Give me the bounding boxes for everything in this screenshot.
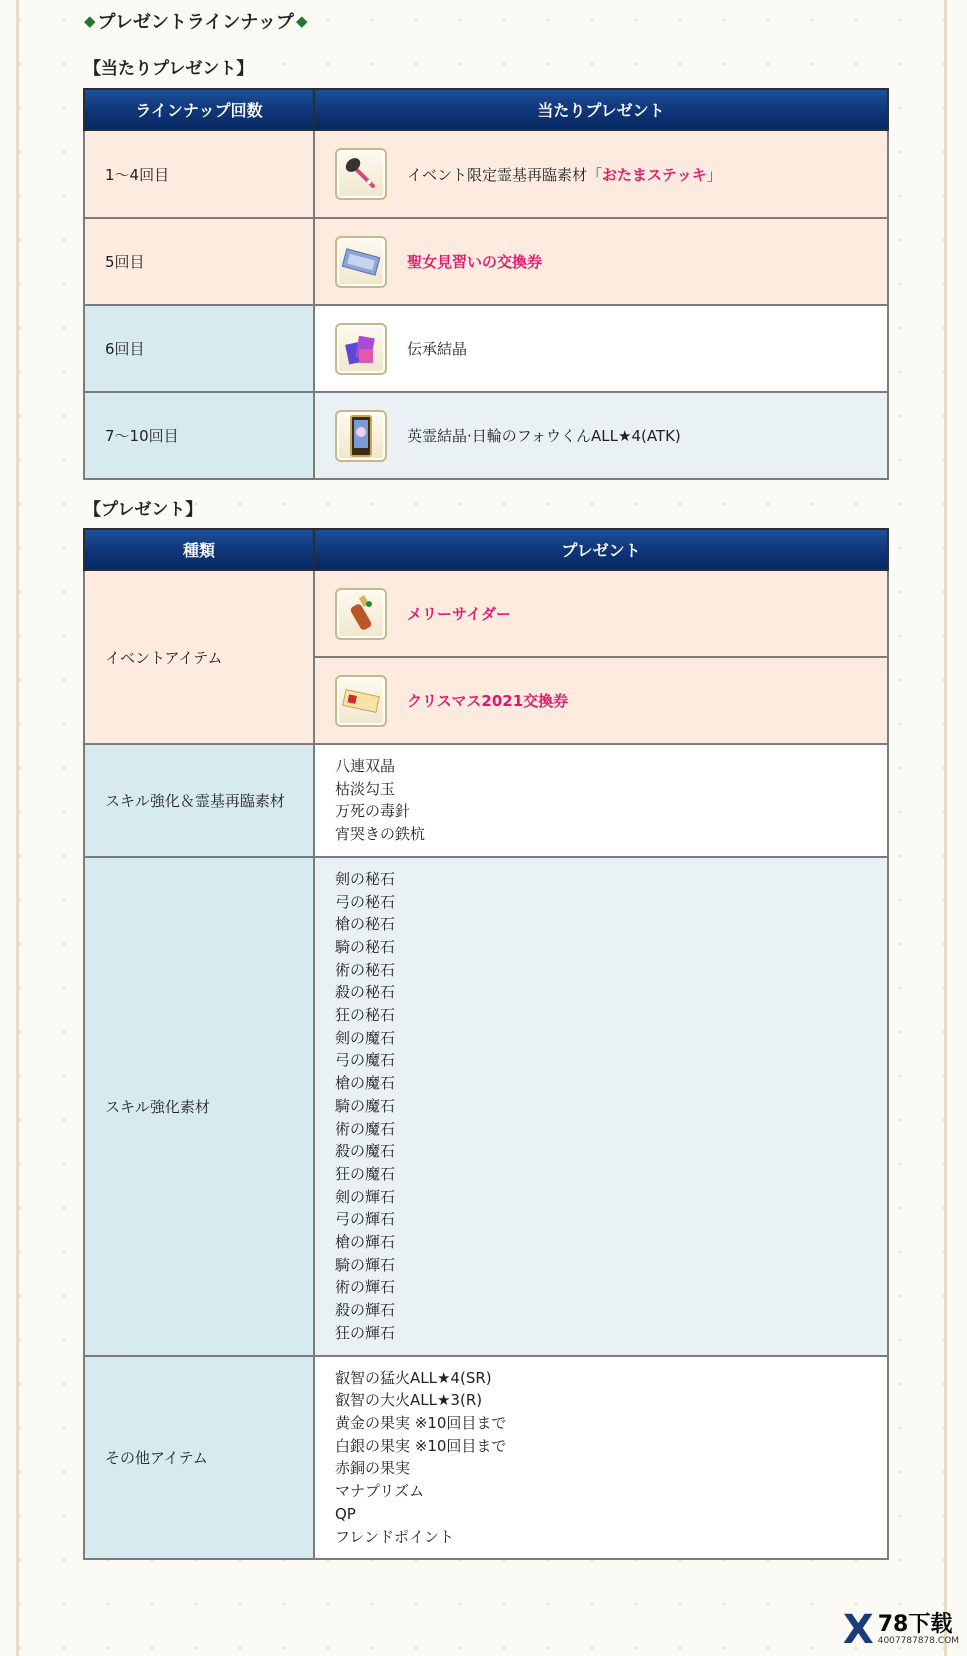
- list-item: QP: [335, 1504, 356, 1523]
- list-item: 殺の輝石: [335, 1301, 396, 1320]
- table-row: [84, 1356, 888, 1560]
- list-item: 赤銅の果実: [335, 1459, 411, 1478]
- list-item: 万死の毒針: [335, 802, 411, 821]
- present-item-highlight: クリスマス2021交換券: [407, 692, 569, 710]
- list-item: 騎の秘石: [335, 937, 396, 956]
- jackpot-item: [314, 218, 888, 305]
- list-item: 術の秘石: [335, 960, 396, 979]
- jackpot-item-text: 伝承結晶: [407, 340, 468, 358]
- list-item: 術の魔石: [335, 1119, 396, 1138]
- list-item: マナプリズム: [335, 1482, 425, 1501]
- list-item: 槍の魔石: [335, 1074, 396, 1093]
- diamond-icon: ◆: [295, 12, 308, 30]
- list-item: 白銀の果実 ※10回目まで: [335, 1436, 507, 1455]
- list-item: 殺の秘石: [335, 983, 396, 1002]
- list-item: 狂の魔石: [335, 1164, 396, 1183]
- ticket-icon: [335, 236, 387, 288]
- present-item-highlight: メリーサイダー: [407, 605, 511, 623]
- jackpot-item-text: イベント限定霊基再臨素材「: [407, 165, 603, 184]
- present-item: [314, 570, 888, 657]
- present-list: [314, 1356, 888, 1560]
- list-item: 叡智の大火ALL★3(R): [335, 1391, 483, 1410]
- list-item: フレンドポイント: [335, 1527, 455, 1546]
- jackpot-table: [83, 88, 889, 480]
- list-item: 狂の輝石: [335, 1323, 396, 1342]
- list-item: 弓の魔石: [335, 1051, 396, 1070]
- table-row: [84, 392, 888, 479]
- jackpot-count: 7～10回目: [84, 392, 314, 479]
- presents-title: 【プレゼント】: [84, 500, 203, 520]
- watermark: [842, 1607, 959, 1653]
- jackpot-item-highlight: 聖女見習いの交換券: [407, 253, 543, 271]
- table-row: [84, 744, 888, 857]
- list-item: 宵哭きの鉄杭: [335, 825, 426, 844]
- list-item: 剣の秘石: [335, 869, 396, 888]
- list-item: 黄金の果実 ※10回目まで: [335, 1413, 507, 1432]
- list-item: 剣の輝石: [335, 1187, 396, 1206]
- present-list: [314, 744, 888, 857]
- jackpot-item-text: 英霊結晶·日輪のフォウくんALL★4(ATK): [407, 427, 681, 445]
- bottle-icon: [335, 588, 387, 640]
- jackpot-item-text-end: 」: [706, 165, 722, 184]
- list-item: 騎の魔石: [335, 1096, 396, 1115]
- present-list: [314, 857, 888, 1356]
- jackpot-item: [314, 130, 888, 218]
- jackpot-count: 6回目: [84, 305, 314, 392]
- table-row: [84, 305, 888, 392]
- list-item: 騎の輝石: [335, 1255, 396, 1274]
- watermark-logo: X: [842, 1607, 874, 1653]
- card-icon: [335, 410, 387, 462]
- watermark-sub: 4007787878.COM: [877, 1636, 959, 1646]
- list-item: 殺の魔石: [335, 1142, 396, 1161]
- jackpot-item: [314, 392, 888, 479]
- category-skill-ascension: スキル強化＆霊基再臨素材: [84, 744, 314, 857]
- diamond-icon: ◆: [84, 12, 96, 30]
- watermark-main: 78下载: [877, 1612, 953, 1637]
- list-item: 槍の秘石: [335, 915, 396, 934]
- list-item: 叡智の猛火ALL★4(SR): [335, 1368, 492, 1387]
- jackpot-count: 1～4回目: [84, 130, 314, 218]
- jackpot-col-present: 当たりプレゼント: [314, 89, 888, 130]
- jackpot-item: [314, 305, 888, 392]
- list-item: 弓の輝石: [335, 1210, 396, 1229]
- table-row: [84, 218, 888, 305]
- frame-right-border: [944, 0, 947, 1656]
- category-skill: スキル強化素材: [84, 857, 314, 1356]
- jackpot-title: 【当たりプレゼント】: [84, 59, 254, 79]
- crystal-icon: [335, 323, 387, 375]
- jackpot-col-count: ラインナップ回数: [84, 89, 314, 130]
- presents-col-present: プレゼント: [314, 529, 888, 570]
- list-item: 剣の魔石: [335, 1028, 396, 1047]
- section-title-text: プレゼントラインナップ: [97, 12, 294, 33]
- list-item: 狂の秘石: [335, 1006, 396, 1025]
- category-other: その他アイテム: [84, 1356, 314, 1560]
- list-item: 枯淡勾玉: [335, 779, 396, 798]
- list-item: 槍の輝石: [335, 1233, 396, 1252]
- presents-col-type: 種類: [84, 529, 314, 570]
- ticket-icon: [335, 675, 387, 727]
- frame-left-border: [16, 0, 19, 1656]
- present-item: [314, 657, 888, 744]
- presents-table: [83, 528, 889, 1560]
- jackpot-count: 5回目: [84, 218, 314, 305]
- list-item: 八連双晶: [335, 757, 396, 775]
- category-event: イベントアイテム: [84, 570, 314, 744]
- jackpot-item-highlight: おたまステッキ: [602, 165, 707, 184]
- table-row: [84, 857, 888, 1356]
- table-row: [84, 570, 888, 657]
- list-item: 術の輝石: [335, 1278, 396, 1297]
- list-item: 弓の秘石: [335, 892, 396, 911]
- table-row: [84, 130, 888, 218]
- section-title: [84, 8, 307, 34]
- wand-icon: [335, 148, 387, 200]
